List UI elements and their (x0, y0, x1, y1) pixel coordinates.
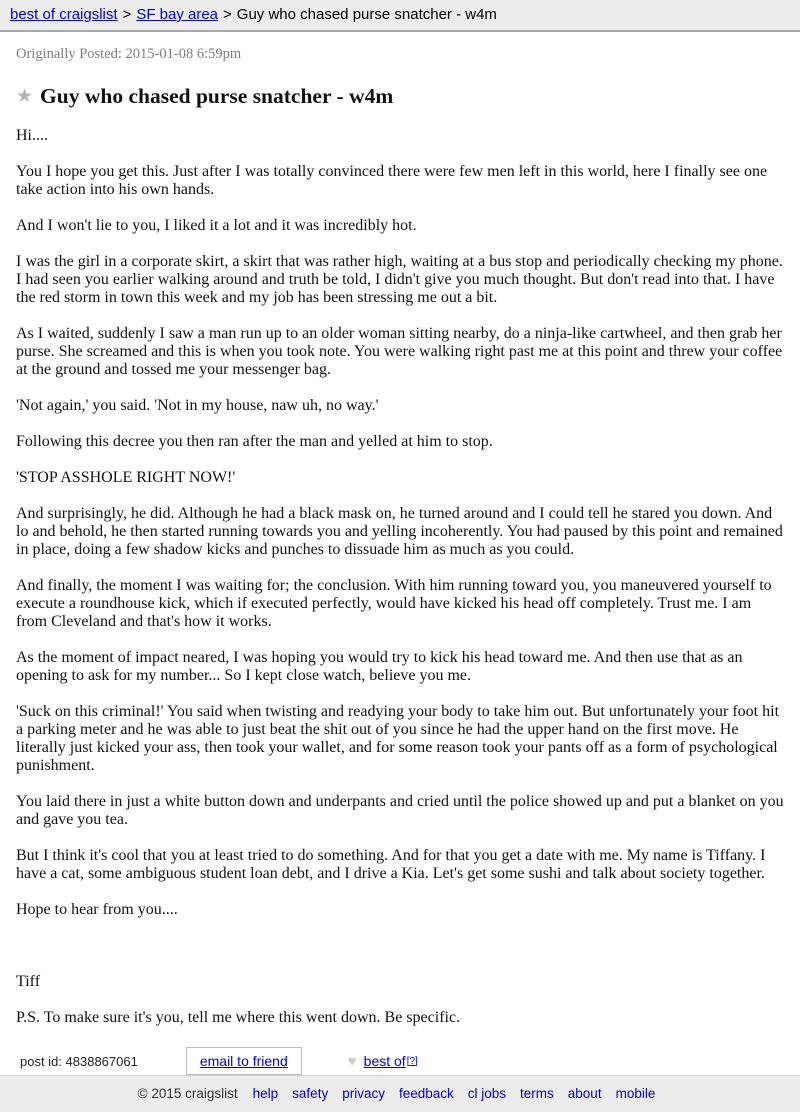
post-paragraph: I was the girl in a corporate skirt, a skirt that was rather high, waiting at a bus stop and periodically checking my phone. I had seen you earlier walking around and truth be told, I didn't give you much thought. But don't read into that. I have the red storm in town this week and my job has been stressing me out a bit. (16, 253, 783, 306)
postinfo-row (16, 1047, 784, 1075)
footer-link[interactable]: mobile (615, 1086, 656, 1101)
best-of-group (348, 1053, 418, 1070)
heart-icon[interactable]: ♥ (347, 1052, 357, 1070)
footer-link[interactable]: about (567, 1086, 602, 1101)
post-title-row (16, 84, 784, 109)
best-of-link[interactable]: best of (363, 1053, 406, 1069)
post-title: Guy who chased purse snatcher - w4m (40, 84, 394, 108)
footer-links (246, 1086, 663, 1101)
breadcrumb-separator: > (223, 6, 232, 23)
post-body (16, 127, 784, 1027)
footer-link[interactable]: cl jobs (467, 1086, 507, 1101)
post-paragraph (16, 937, 784, 955)
post-paragraph: 'Not again,' you said. 'Not in my house, naw uh, no way.' (16, 397, 379, 414)
post-paragraph: 'Suck on this criminal!' You said when twisting and readying your body to take him out. But unfortunately your foot hit a parking meter and he was able to just beat the shit out of you since he had the upper hand on the first move. He literally just kicked your ass, then took your wallet, and for some reason took your pants off as a form of psychological punishment. (16, 703, 780, 774)
breadcrumb-current-page: Guy who chased purse snatcher - w4m (236, 6, 497, 23)
breadcrumb-link-sf-bay-area[interactable]: SF bay area (136, 6, 219, 23)
post-paragraph: Hi.... (16, 127, 48, 144)
post-paragraph: Hope to hear from you.... (16, 901, 178, 918)
post-paragraph: You laid there in just a white button down and underpants and cried until the police showed up and put a blanket on you and gave you tea. (16, 793, 784, 828)
originally-posted-label: Originally Posted: 2015-01-08 6:59pm (16, 46, 242, 62)
post-paragraph: And I won't lie to you, I liked it a lot and it was incredibly hot. (16, 217, 417, 234)
breadcrumb-separator: > (122, 6, 132, 23)
breadcrumb (0, 0, 800, 32)
post-paragraph: You I hope you get this. Just after I was totally convinced there were few men left in this world, here I finally see one take action into his own hands. (16, 163, 768, 198)
email-to-friend-link[interactable]: email to friend (199, 1053, 288, 1069)
footer-link[interactable]: privacy (342, 1086, 385, 1101)
copyright-label: © 2015 craigslist (137, 1086, 238, 1101)
post-id-label: post id: 4838867061 (20, 1053, 138, 1069)
post-paragraph: 'STOP ASSHOLE RIGHT NOW!' (16, 469, 236, 486)
post-content (0, 32, 800, 1075)
post-paragraph: But I think it's cool that you at least tried to do something. And for that you get a date with me. My name is Tiffany. I have a cat, some ambiguous student loan debt, and I drive a Kia. Let's get some sushi and talk about society together. (16, 847, 766, 882)
post-paragraph: P.S. To make sure it's you, tell me where this went down. Be specific. (16, 1009, 461, 1026)
post-paragraph: As the moment of impact neared, I was hoping you would try to kick his head toward me. And then use that as an opening to ask for my number... So I kept close watch, believe you me. (16, 649, 743, 684)
post-paragraph: Following this decree you then ran after the man and yelled at him to stop. (16, 433, 493, 450)
post-paragraph: And finally, the moment I was waiting for; the conclusion. With him running toward you, you maneuvered yourself to execute a roundhouse kick, which if executed perfectly, would have kicked his head off completely. Trust me. I am from Cleveland and that's how it works. (16, 577, 772, 630)
footer-link[interactable]: feedback (398, 1086, 454, 1101)
email-to-friend-button[interactable] (186, 1047, 302, 1075)
post-paragraph: And surprisingly, he did. Although he had a black mask on, he turned around and I could tell he stared you down. And lo and behold, he then started running towards you and yelling incoherently. You had paused by this point and remained in place, doing a few shadow kicks and punches to dissuade him as much as you could. (16, 505, 783, 558)
footer-link[interactable]: terms (520, 1086, 554, 1101)
best-of-help-link[interactable]: [?] (406, 1055, 418, 1067)
breadcrumb-link-best-of-craigslist[interactable]: best of craigslist (10, 6, 118, 23)
footer (0, 1075, 800, 1112)
post-paragraph: As I waited, suddenly I saw a man run up to an older woman sitting nearby, do a ninja-like cartwheel, and then grab her purse. She screamed and this is when you took note. You were walking right past me at this point and threw your coffee at the ground and tossed me your messenger bag. (16, 325, 783, 378)
post-paragraph: Tiff (16, 973, 41, 990)
star-icon: ★ (16, 86, 34, 107)
footer-link[interactable]: help (252, 1086, 279, 1101)
footer-link[interactable]: safety (292, 1086, 329, 1101)
